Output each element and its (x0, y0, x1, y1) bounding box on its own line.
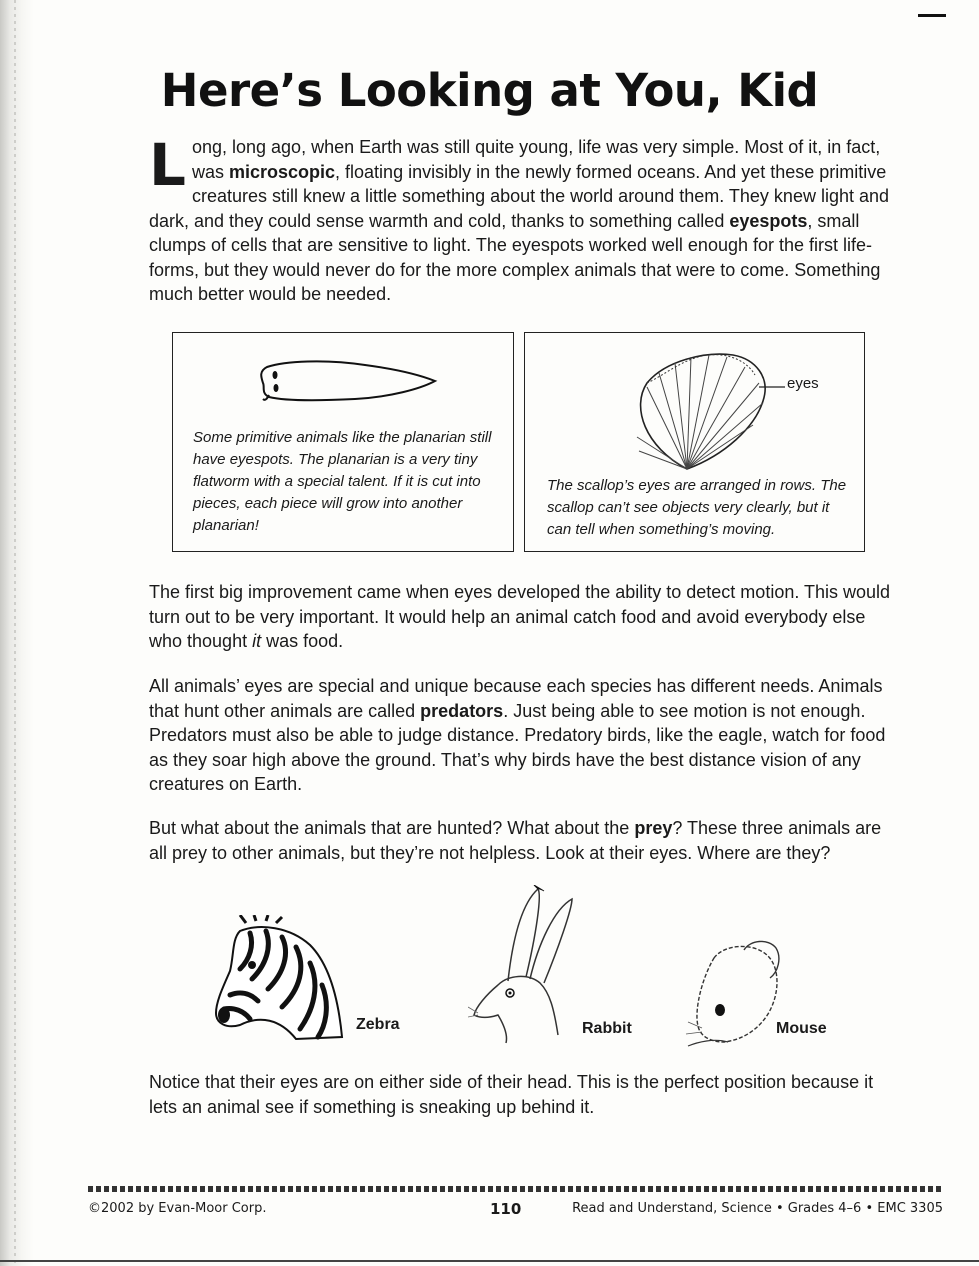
term-microscopic: microscopic (228, 161, 336, 182)
footer-series: Read and Understand, Science • Grades 4–6 • EMC 3305 (572, 1201, 943, 1216)
predators-paragraph: All animals’ eyes are special and unique because each species has different needs. Animals that hunt other animals are called predators. Just being able to see motion is not enough. Predators must also be able to judge distance. Predatory birds, like the eagle, watch for food as they soar high above the ground. That’s why birds have the best distance vision of any creatures on Earth. (149, 676, 886, 794)
scallop-caption: The scallop’s eyes are arranged in rows. The scallop can’t see objects very clearly, but it can tell when something’s moving. (547, 477, 847, 538)
rabbit-illustration (468, 885, 578, 1045)
term-predators: predators (420, 700, 504, 721)
drop-cap: L (149, 131, 186, 199)
footer-copyright: ©2002 by Evan-Moor Corp. (88, 1201, 267, 1216)
zebra-eye (248, 961, 256, 969)
mouse-label: Mouse (776, 1020, 827, 1037)
footer-divider (88, 1186, 944, 1192)
scallop-box (524, 332, 865, 552)
mouse-eye (715, 1004, 725, 1016)
eyespot-right (274, 384, 279, 392)
motion-paragraph: The first big improvement came when eyes developed the ability to detect motion. This would turn out to be very important. It would help an animal catch food and avoid everybody else who thought it was food. (149, 582, 891, 651)
prey-paragraph: But what about the animals that are hunted? What about the prey? These three animals are all prey to other animals, but they’re not helpless. Look at their eyes. Where are they? (149, 818, 882, 863)
planarian-caption: Some primitive animals like the planarian still have eyespots. The planarian is a very tiny flatworm with a special talent. If it is cut into pieces, each piece will grow into another planarian! (193, 429, 492, 534)
rabbit-label: Rabbit (582, 1020, 632, 1037)
eyespot-left (273, 371, 278, 379)
planarian-illustration (255, 355, 445, 415)
planarian-box (172, 332, 514, 552)
mouse-illustration (684, 938, 788, 1050)
term-prey: prey (634, 818, 673, 838)
page-title: Here’s Looking at You, Kid (160, 64, 819, 117)
scan-binding-edge (0, 0, 34, 1266)
corner-mark (918, 14, 946, 17)
conclusion-paragraph: Notice that their eyes are on either side of their head. This is the perfect position because it lets an animal see if something is sneaking up behind it. (149, 1072, 874, 1117)
scan-bottom-edge (0, 1260, 979, 1262)
scallop-illustration (625, 347, 855, 477)
page-number: 110 (490, 1200, 522, 1218)
eyes-label: eyes (787, 375, 819, 392)
term-eyespots: eyespots (729, 210, 808, 231)
intro-paragraph: Long, long ago, when Earth was still quite young, life was very simple. Most of it, in fact, was microscopic, floating invisibly in the newly formed oceans. And yet these primitive creatures still knew a little something about the world around them. They knew light and dark, and they could sense warmth and cold, thanks to something called eyespots, small clumps of cells that are sensitive to light. The eyespots worked well enough for the first life-forms, but they would never do for the more complex animals that were to come. Something much better would be needed. (149, 131, 890, 304)
zebra-illustration (210, 915, 360, 1045)
zebra-label: Zebra (356, 1016, 400, 1033)
